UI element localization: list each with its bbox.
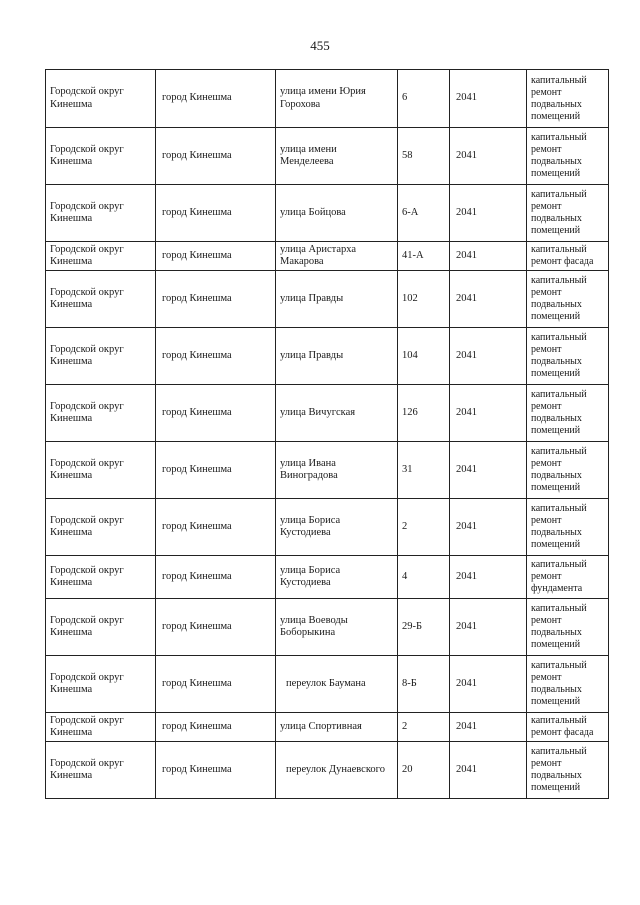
cell-house: 4 [398,556,450,599]
cell-okrug: Городской округ Кинешма [46,271,156,328]
cell-year: 2041 [450,242,527,271]
cell-city: город Кинешма [156,128,276,185]
table-row [46,599,609,656]
cell-year: 2041 [450,442,527,499]
cell-okrug: Городской округ Кинешма [46,385,156,442]
cell-street: улица Бойцова [276,185,398,242]
cell-year: 2041 [450,328,527,385]
cell-house: 29-Б [398,599,450,656]
cell-year: 2041 [450,271,527,328]
cell-work: капитальный ремонт подвальных помещений [527,656,609,713]
table-row [46,128,609,185]
table-body [46,70,609,799]
cell-street: улица Бориса Кустодиева [276,556,398,599]
cell-house: 102 [398,271,450,328]
cell-okrug: Городской округ Кинешма [46,70,156,128]
cell-city: город Кинешма [156,185,276,242]
cell-year: 2041 [450,385,527,442]
cell-house: 8-Б [398,656,450,713]
cell-street: улица Бориса Кустодиева [276,499,398,556]
cell-city: город Кинешма [156,499,276,556]
cell-street: улица имени Менделеева [276,128,398,185]
table-row [46,385,609,442]
cell-street: улица Аристарха Макарова [276,242,398,271]
cell-city: город Кинешма [156,599,276,656]
cell-year: 2041 [450,70,527,128]
cell-city: город Кинешма [156,242,276,271]
cell-year: 2041 [450,499,527,556]
cell-street: улица имени Юрия Горохова [276,70,398,128]
cell-work: капитальный ремонт подвальных помещений [527,385,609,442]
cell-street: переулок Баумана [276,656,398,713]
cell-okrug: Городской округ Кинешма [46,242,156,271]
cell-house: 41-А [398,242,450,271]
cell-okrug: Городской округ Кинешма [46,499,156,556]
cell-year: 2041 [450,713,527,742]
cell-city: город Кинешма [156,70,276,128]
cell-city: город Кинешма [156,271,276,328]
table-row [46,713,609,742]
cell-street: улица Спортивная [276,713,398,742]
cell-okrug: Городской округ Кинешма [46,442,156,499]
table-row [46,70,609,128]
cell-work: капитальный ремонт подвальных помещений [527,271,609,328]
cell-okrug: Городской округ Кинешма [46,599,156,656]
cell-okrug: Городской округ Кинешма [46,656,156,713]
cell-work: капитальный ремонт подвальных помещений [527,128,609,185]
table-row [46,271,609,328]
cell-work: капитальный ремонт подвальных помещений [527,70,609,128]
cell-street: улица Воеводы Боборыкина [276,599,398,656]
cell-house: 2 [398,499,450,556]
table-row [46,442,609,499]
cell-year: 2041 [450,599,527,656]
cell-work: капитальный ремонт подвальных помещений [527,185,609,242]
cell-work: капитальный ремонт фундамента [527,556,609,599]
cell-street: улица Вичугская [276,385,398,442]
cell-work: капитальный ремонт фасада [527,242,609,271]
cell-house: 6 [398,70,450,128]
cell-city: город Кинешма [156,742,276,799]
cell-city: город Кинешма [156,385,276,442]
cell-work: капитальный ремонт подвальных помещений [527,328,609,385]
cell-house: 126 [398,385,450,442]
cell-year: 2041 [450,185,527,242]
cell-city: город Кинешма [156,442,276,499]
cell-okrug: Городской округ Кинешма [46,128,156,185]
cell-house: 58 [398,128,450,185]
cell-okrug: Городской округ Кинешма [46,713,156,742]
cell-year: 2041 [450,556,527,599]
cell-okrug: Городской округ Кинешма [46,556,156,599]
cell-street: улица Правды [276,328,398,385]
table-row [46,742,609,799]
cell-okrug: Городской округ Кинешма [46,185,156,242]
table-row [46,242,609,271]
page-number: 455 [310,38,330,53]
cell-house: 104 [398,328,450,385]
cell-city: город Кинешма [156,556,276,599]
cell-okrug: Городской округ Кинешма [46,742,156,799]
table-row [46,185,609,242]
cell-work: капитальный ремонт подвальных помещений [527,499,609,556]
cell-city: город Кинешма [156,656,276,713]
cell-street: улица Ивана Виноградова [276,442,398,499]
table-row [46,499,609,556]
cell-year: 2041 [450,742,527,799]
cell-house: 6-А [398,185,450,242]
cell-year: 2041 [450,128,527,185]
cell-year: 2041 [450,656,527,713]
cell-work: капитальный ремонт подвальных помещений [527,599,609,656]
cell-street: переулок Дунаевского [276,742,398,799]
cell-house: 2 [398,713,450,742]
table-row [46,328,609,385]
cell-city: город Кинешма [156,713,276,742]
cell-house: 20 [398,742,450,799]
cell-work: капитальный ремонт подвальных помещений [527,442,609,499]
cell-city: город Кинешма [156,328,276,385]
cell-work: капитальный ремонт фасада [527,713,609,742]
cell-house: 31 [398,442,450,499]
table-row [46,556,609,599]
cell-okrug: Городской округ Кинешма [46,328,156,385]
repair-schedule-table [45,69,609,799]
table-row [46,656,609,713]
cell-work: капитальный ремонт подвальных помещений [527,742,609,799]
cell-street: улица Правды [276,271,398,328]
